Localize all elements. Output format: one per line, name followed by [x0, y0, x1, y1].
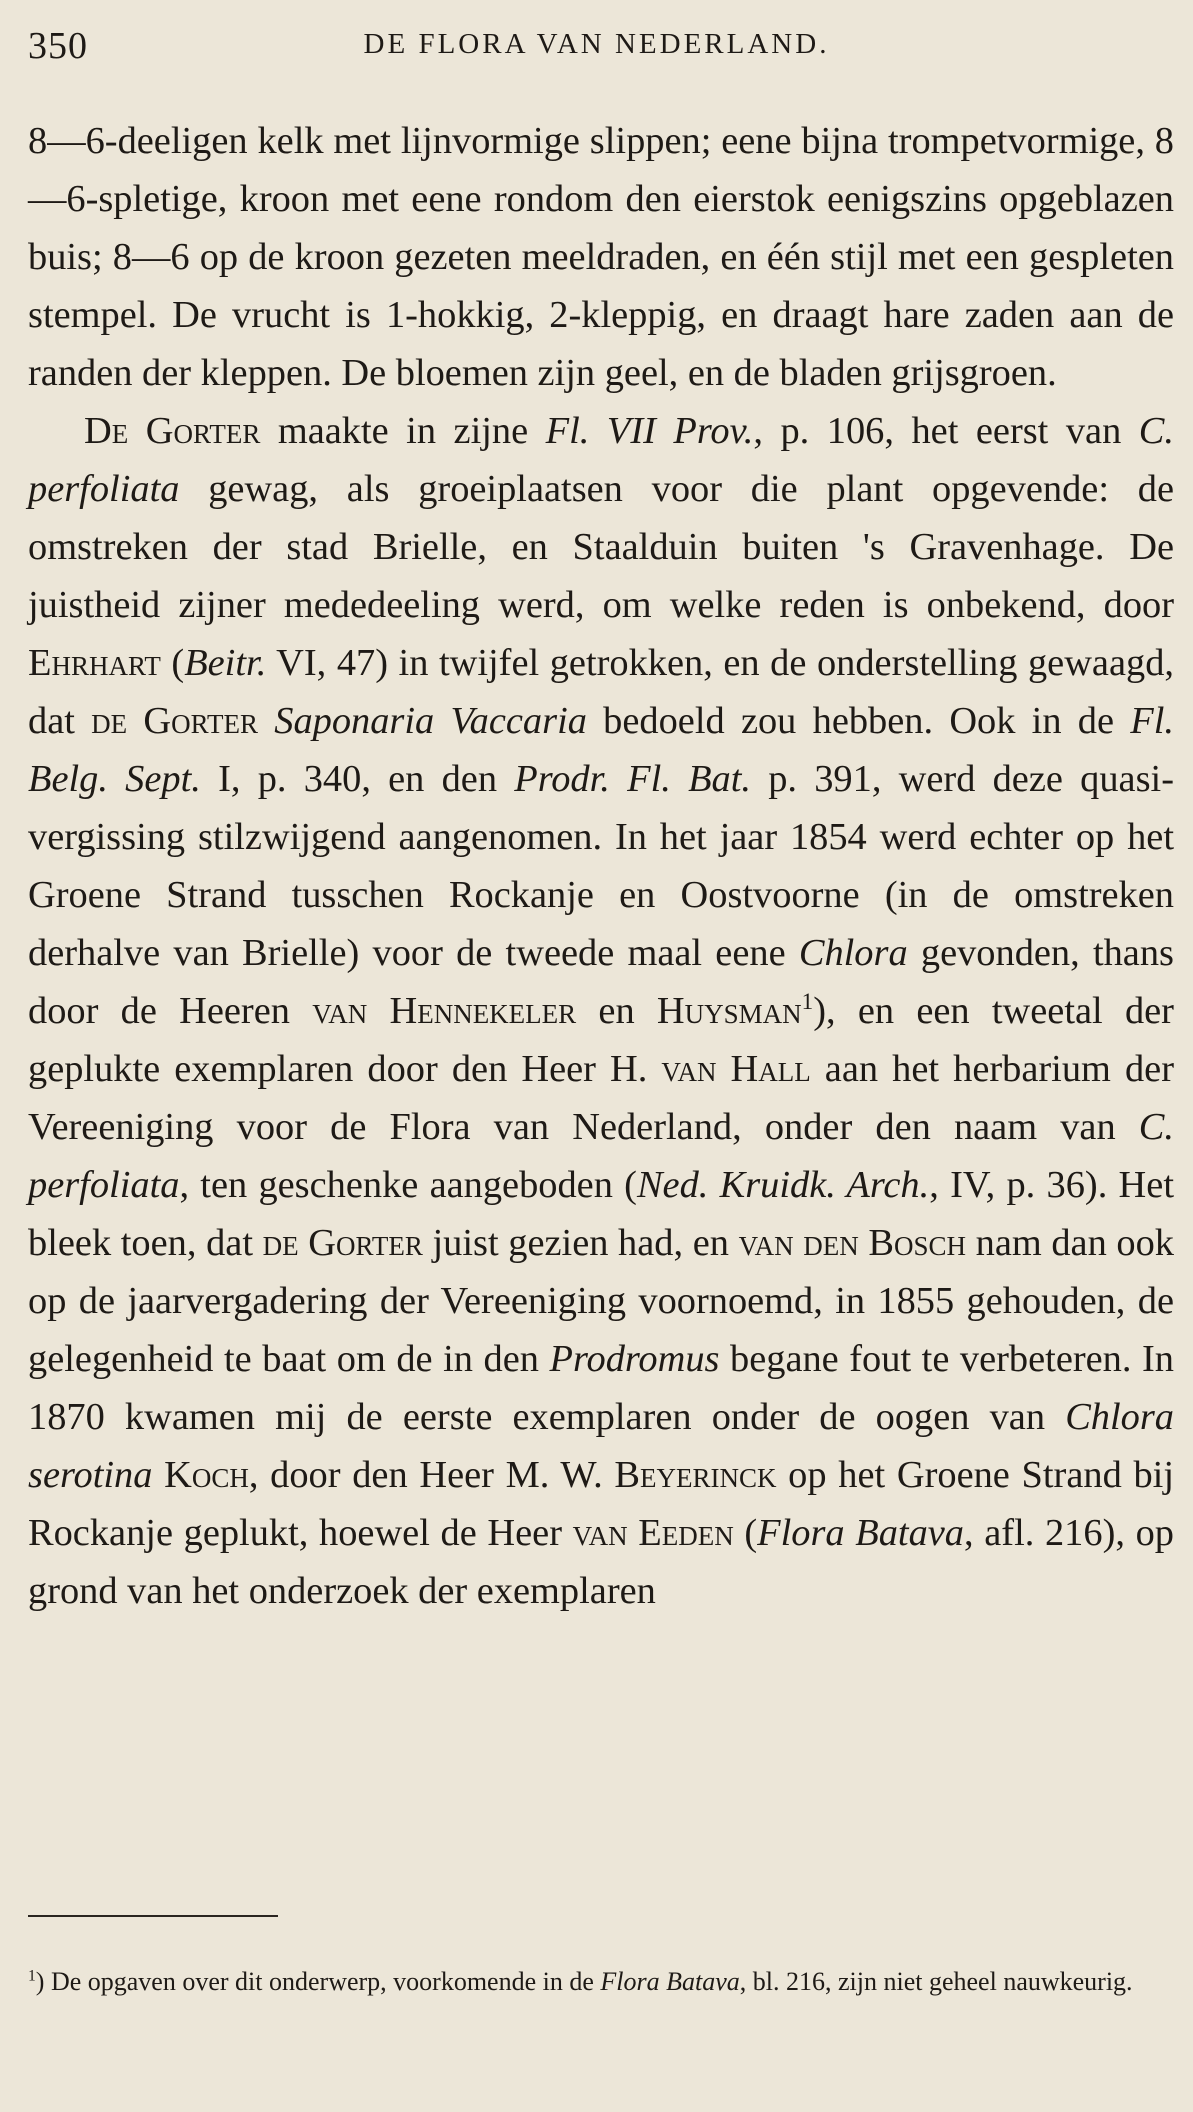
text-run: maakte in zijne	[260, 410, 546, 452]
work-title: Flora Batava	[757, 1512, 965, 1554]
text-run: (	[733, 1512, 758, 1554]
author-name: Koch	[164, 1454, 249, 1496]
text-run: p. 391, werd deze quasi-vergissing stilzwijgend aangenomen. In het jaar 1854 werd echter op het Groene Strand tusschen Rockanje en Oostvoorne (in de omstreken derhalve van Brielle) voor de tweede maal eene	[28, 758, 1174, 974]
text-run: nam dan ook op de jaarvergadering der Vereeniging voornoemd, in 1855 gehouden, de gelegenheid te baat om de in den	[28, 1222, 1175, 1380]
text-run: , bl. 216, zijn niet geheel nauwkeurig.	[739, 1967, 1133, 1996]
author-name: de Gorter	[91, 700, 258, 742]
species-name: Saponaria Vaccaria	[274, 700, 587, 742]
genus-name: Chlora	[798, 932, 908, 974]
running-head: DE FLORA VAN NEDERLAND.	[363, 28, 830, 60]
author-name: De Gorter	[84, 410, 261, 452]
text-run: , afl. 216), op grond van het onderzoek der exemplaren	[28, 1512, 1174, 1612]
work-title: Prodromus	[549, 1338, 720, 1380]
species-name: C. perfoliata	[28, 410, 1174, 510]
work-title: Fl. VII Prov.	[545, 410, 754, 452]
text-run: VI, 47) in twijfel getrokken, en de onderstelling gewaagd, dat	[28, 642, 1174, 742]
text-run: bedoeld zou hebben. Ook in de	[586, 700, 1131, 742]
author-name: van den Bosch	[738, 1222, 966, 1264]
footnote	[28, 1960, 1174, 2003]
text-run: aan het herbarium der Vereeniging voor de Flora van Nederland, onder den naam van	[28, 1048, 1174, 1148]
text-run: , IV, p. 36). Het bleek toen, dat	[28, 1164, 1174, 1264]
text-run: op het Groene Strand bij Rockanje geplukt, hoewel de Heer	[28, 1454, 1174, 1554]
text-run: , door den Heer M. W.	[248, 1454, 615, 1496]
text-run	[258, 700, 274, 742]
paragraph-de-gorter	[28, 402, 1174, 1620]
author-name: Huysman	[656, 990, 802, 1032]
footnote-divider	[28, 1915, 278, 1917]
work-title: Flora Batava	[600, 1967, 740, 1996]
author-name: de Gorter	[262, 1222, 423, 1264]
work-title: Fl. Belg. Sept.	[28, 700, 1174, 800]
text-run: , ten geschenke aangeboden (	[179, 1164, 637, 1206]
author-name: Beyerinck	[614, 1454, 777, 1496]
footnote-text	[28, 1960, 1174, 2003]
work-title: Prodr. Fl. Bat.	[514, 758, 751, 800]
text-run: (	[160, 642, 185, 684]
text-run: en	[576, 990, 657, 1032]
text-run: juist gezien had, en	[422, 1222, 739, 1264]
body-text	[28, 112, 1174, 1620]
author-name: van Hall	[661, 1048, 811, 1090]
work-title: Ned. Kruidk. Arch.	[636, 1164, 930, 1206]
footnote-marker: 1	[28, 1967, 36, 1985]
text-run: gewag, als groeiplaatsen voor die plant opgevende: de omstreken der stad Brielle, en Staalduin buiten 's Gravenhage. De juistheid zijner mededeeling werd, om welke reden is onbekend, door	[28, 468, 1174, 626]
text-run: begane fout te verbeteren. In 1870 kwamen mij de eerste exemplaren onder de oogen van	[28, 1338, 1175, 1438]
footnote-reference: 1	[801, 988, 814, 1015]
paragraph-continuation: 8—6-deeligen kelk met lijnvormige slippen; eene bijna trompetvormige, 8—6-spletige, kroon met eene rondom den eierstok eenigszins opgeblazen buis; 8—6 op de kroon gezeten meeldraden, en één stijl met een gespleten stempel. De vrucht is 1-hokkig, 2-kleppig, en draagt hare zaden aan de randen der kleppen. De bloemen zijn geel, en de bladen grijsgroen.	[28, 120, 1174, 394]
author-name: van Eeden	[572, 1512, 734, 1554]
text-run: I, p. 340, en den	[200, 758, 515, 800]
species-name: C. perfoliata	[28, 1106, 1174, 1206]
text-run: gevonden, thans door de Heeren	[28, 932, 1174, 1032]
text-run: , p. 106, het eerst van	[753, 410, 1139, 452]
text-run	[152, 1454, 164, 1496]
text-run: ), en een tweetal der geplukte exemplaren door den Heer H.	[28, 990, 1174, 1090]
author-name: Ehrhart	[28, 642, 161, 684]
work-title: Beitr.	[184, 642, 267, 684]
text-run: ) De opgaven over dit onderwerp, voorkomende in de	[35, 1967, 601, 1996]
page-number: 350	[28, 25, 88, 67]
author-name: van Hennekeler	[312, 990, 577, 1032]
species-name: Chlora serotina	[28, 1396, 1174, 1496]
